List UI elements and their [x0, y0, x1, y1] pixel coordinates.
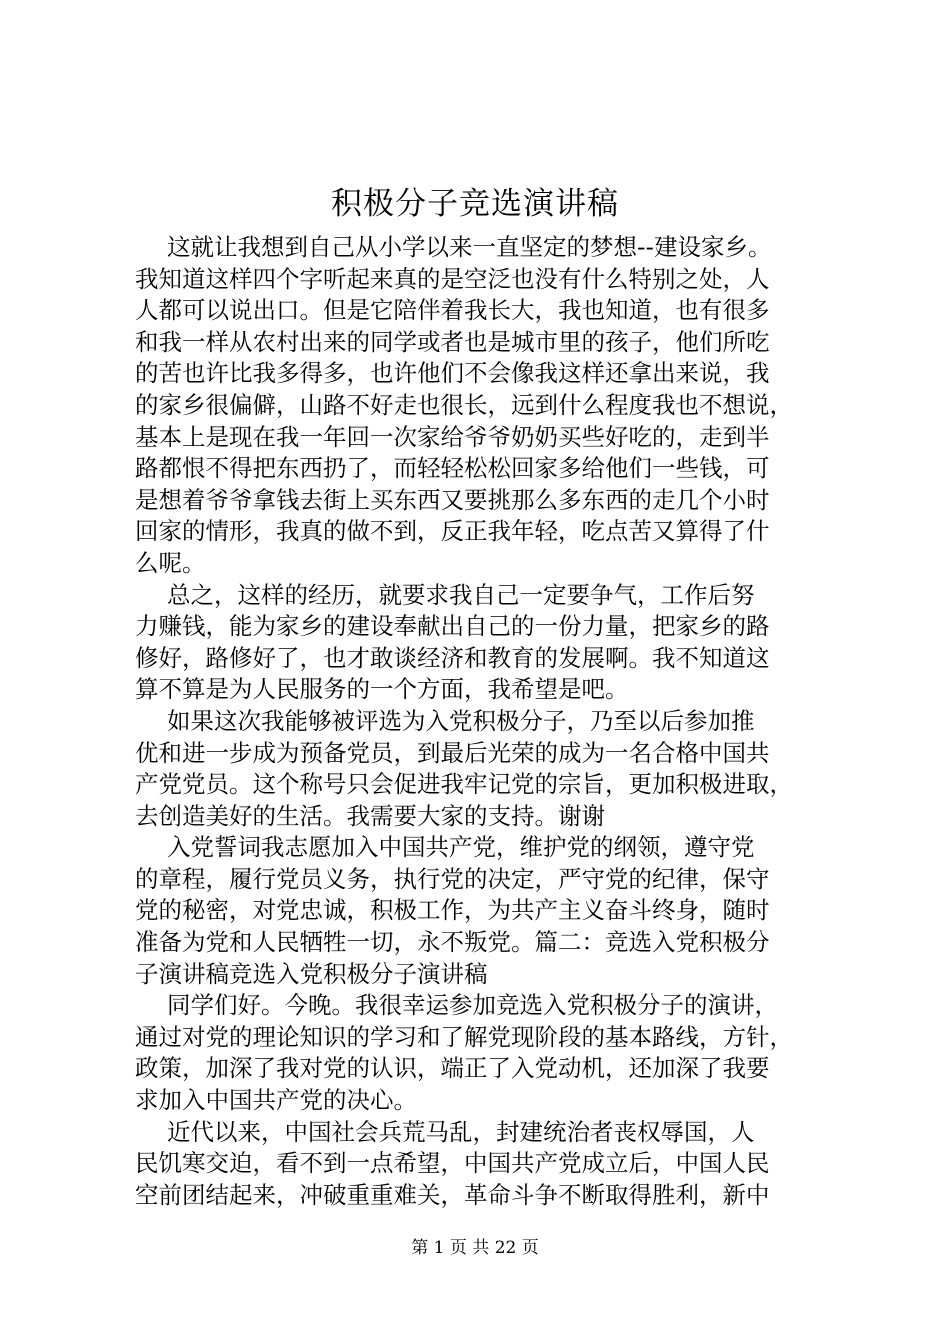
- text-line: 么呢。: [135, 548, 206, 577]
- text-line: 求加入中国共产党的决心。: [135, 1086, 417, 1115]
- document-title: 积极分子竞选演讲稿: [331, 186, 619, 222]
- text-line: 我知道这样四个字听起来真的是空泛也没有什么特别之处，人: [135, 264, 770, 293]
- text-line: 去创造美好的生活。我需要大家的支持。谢谢: [135, 801, 605, 830]
- text-line: 产党党员。这个称号只会促进我牢记党的宗旨，更加积极进取，: [135, 770, 793, 799]
- text-line: 回家的情形，我真的做不到，反正我年轻，吃点苦又算得了什: [135, 517, 770, 546]
- text-line: 是想着爷爷拿钱去街上买东西又要挑那么多东西的走几个小时: [135, 485, 770, 514]
- text-line: 子演讲稿竞选入党积极分子演讲稿: [135, 959, 488, 988]
- text-line: 的苦也许比我多得多，也许他们不会像我这样还拿出来说，我: [135, 359, 770, 388]
- text-line: 总之，这样的经历，就要求我自己一定要争气，工作后努: [167, 580, 755, 609]
- text-line: 入党誓词我志愿加入中国共产党，维护党的纲领，遵守党: [167, 833, 755, 862]
- text-line: 优和进一步成为预备党员，到最后光荣的成为一名合格中国共: [135, 738, 770, 767]
- text-line: 近代以来，中国社会兵荒马乱，封建统治者丧权辱国，人: [167, 1117, 755, 1146]
- text-line: 修好，路修好了，也才敢谈经济和教育的发展啊。我不知道这: [135, 643, 770, 672]
- text-line: 空前团结起来，冲破重重难关，革命斗争不断取得胜利，新中: [135, 1180, 770, 1209]
- text-line: 这就让我想到自己从小学以来一直坚定的梦想--建设家乡。: [167, 233, 772, 261]
- text-line: 的章程，履行党员义务，执行党的决定，严守党的纪律，保守: [135, 864, 770, 893]
- text-line: 同学们好。今晚。我很幸运参加竞选入党积极分子的演讲，: [167, 991, 778, 1020]
- text-line: 如果这次我能够被评选为入党积极分子，乃至以后参加推: [167, 706, 755, 735]
- text-line: 和我一样从农村出来的同学或者也是城市里的孩子，他们所吃: [135, 327, 770, 356]
- text-line: 的家乡很偏僻，山路不好走也很长，远到什么程度我也不想说，: [135, 390, 793, 419]
- text-line: 人都可以说出口。但是它陪伴着我长大，我也知道，也有很多: [135, 296, 770, 325]
- page-footer: 第 1 页 共 22 页: [411, 1238, 539, 1258]
- text-line: 党的秘密，对党忠诚，积极工作，为共产主义奋斗终身，随时: [135, 896, 770, 925]
- text-line: 准备为党和人民牺牲一切，永不叛党。篇二：竞选入党积极分: [135, 928, 770, 957]
- text-line: 民饥寒交迫，看不到一点希望，中国共产党成立后，中国人民: [135, 1149, 770, 1178]
- text-line: 通过对党的理论知识的学习和了解党现阶段的基本路线，方针，: [135, 1022, 793, 1051]
- document-body: [135, 232, 850, 1211]
- text-line: 路都恨不得把东西扔了，而轻轻松松回家多给他们一些钱，可: [135, 454, 770, 483]
- text-line: 力赚钱，能为家乡的建设奉献出自己的一份力量，把家乡的路: [135, 612, 770, 641]
- text-line: 基本上是现在我一年回一次家给爷爷奶奶买些好吃的，走到半: [135, 422, 770, 451]
- text-line: 政策，加深了我对党的认识，端正了入党动机，还加深了我要: [135, 1054, 770, 1083]
- text-line: 算不算是为人民服务的一个方面，我希望是吧。: [135, 675, 629, 704]
